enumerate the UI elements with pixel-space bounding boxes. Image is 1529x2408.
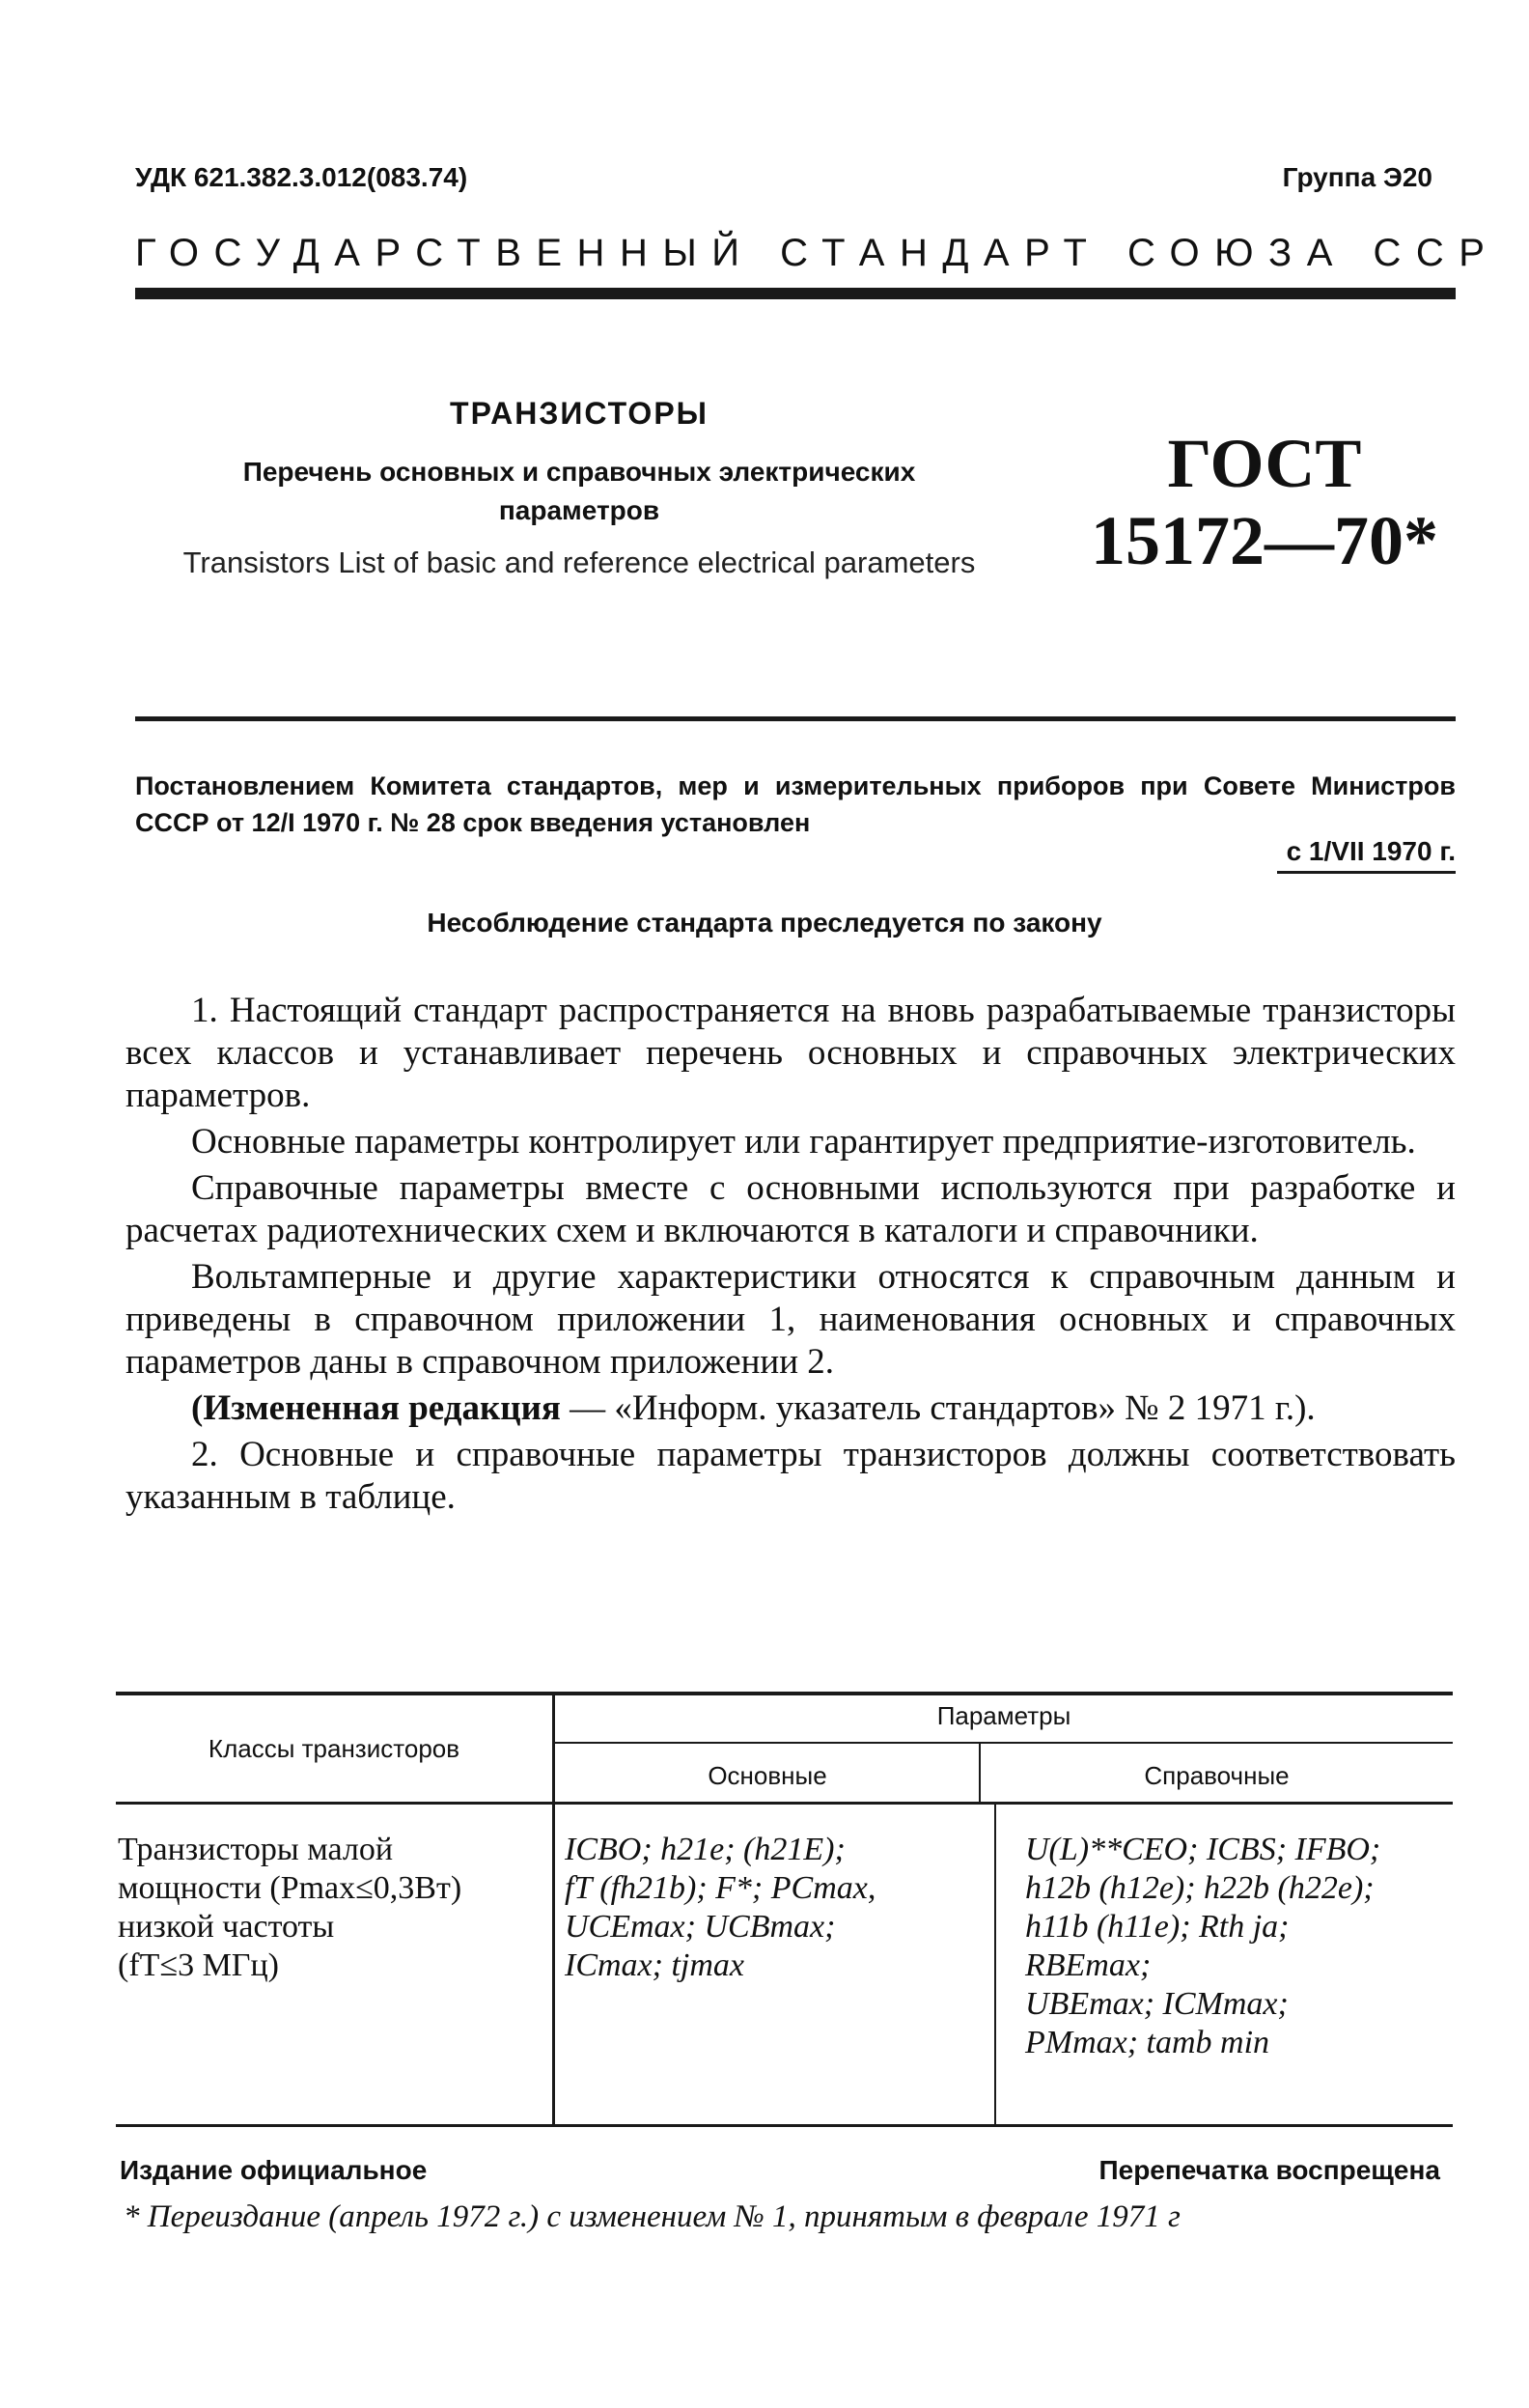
table-cell-class [118,1831,533,1985]
udk-code: УДК 621.382.3.012(083.74) [135,162,468,192]
reprint-prohibited: Перепечатка воспрещена [1098,2155,1440,2185]
gost-designation [1081,425,1448,579]
table-header-params: Параметры [936,1701,1071,1730]
cell-line: мощности (Pmax≤0,3Вт) [118,1870,462,1906]
cell-line: fT (fh21b); F*; PCmax, [565,1870,876,1906]
law-notice: Несоблюдение стандарта преследуется по закону [427,908,1102,938]
table-cell-main [565,1831,980,1985]
header-rule [135,288,1456,299]
paragraph: 1. Настоящий стандарт распространяется на вновь разрабатываемые транзисторы всех классов и устанавливает перечень основных и справочных электрических параметров. [125,991,1456,1115]
cell-line: h11b (h11e); Rth ja; [1025,1909,1290,1945]
cell-line: ICmax; tjmax [565,1947,745,1983]
table-params-rule [552,1742,1453,1744]
cell-line: ICBO; h21e; (h21E); [565,1832,846,1867]
edition-note-rest: — «Информ. указатель стандартов» № 2 1971 г.). [560,1388,1316,1428]
paragraph: 2. Основные и справочные параметры транзисторов должны соответствовать указанным в таблице. [125,1435,1456,1517]
state-standard-heading: ГОСУДАРСТВЕННЫЙ СТАНДАРТ СОЮЗА ССР [135,232,1500,274]
cell-line: U(L)**CEO; ICBS; IFBO; [1025,1832,1381,1867]
subtitle-ru: Перечень основных и справочных электрических параметров [242,457,916,525]
paragraph: Справочные параметры вместе с основными используются при разработке и расчетах радиотехнических схем и включаются в каталоги и справочники. [125,1168,1456,1250]
table-header-rule [116,1802,1453,1805]
gost-label: ГОСТ [1167,425,1362,502]
title-block [164,396,994,584]
subtitle-en: Transistors List of basic and reference electrical parameters [182,546,976,579]
cell-line: RBEmax; [1025,1947,1152,1983]
title-ru: ТРАНЗИСТОРЫ [450,396,709,431]
table-cell-ref [1025,1831,1450,2062]
paragraph: Основные параметры контролирует или гарантирует предприятие-изготовитель. [191,1122,1416,1162]
group-code: Группа Э20 [1282,162,1432,192]
table-column-divider [552,1692,555,2124]
cell-line: Транзисторы малой [118,1832,394,1867]
table-header-classes: Классы транзисторов [208,1734,460,1763]
paragraph [125,1387,1456,1430]
cell-line: UBEmax; ICMmax; [1025,1986,1289,2022]
effective-date: с 1/VII 1970 г. [1277,836,1456,874]
cell-line: PMmax; tamb min [1025,2025,1270,2060]
body-text [125,990,1456,1523]
official-edition: Издание официальное [120,2155,428,2185]
paragraph: Вольтамперные и другие характеристики относятся к справочным данным и приведены в справочном приложении 1, наименования основных и справочных параметров даны в справочном приложении 2. [125,1257,1456,1382]
footnote: * Переиздание (апрель 1972 г.) с изменением № 1, принятым в феврале 1971 г [124,2199,1181,2234]
table-bottom-rule [116,2124,1453,2127]
table-top-rule [116,1692,1453,1695]
cell-line: UCEmax; UCBmax; [565,1909,836,1945]
table-header-main: Основные [708,1761,827,1790]
table-subcolumn-divider-body [994,1802,996,2124]
table-header-ref: Справочные [1144,1761,1290,1790]
cell-line: h12b (h12e); h22b (h22e); [1025,1870,1375,1906]
cell-line: низкой частоты [118,1909,335,1945]
decree-text: Постановлением Комитета стандартов, мер и измерительных приборов при Совете Министров СССР от 12/I 1970 г. № 28 срок введения установлен [135,771,1456,837]
edition-note-bold: (Измененная редакция [191,1388,561,1428]
gost-number: 15172—70* [1091,502,1438,579]
title-rule [135,716,1456,721]
cell-line: (fT≤3 МГц) [118,1947,279,1983]
